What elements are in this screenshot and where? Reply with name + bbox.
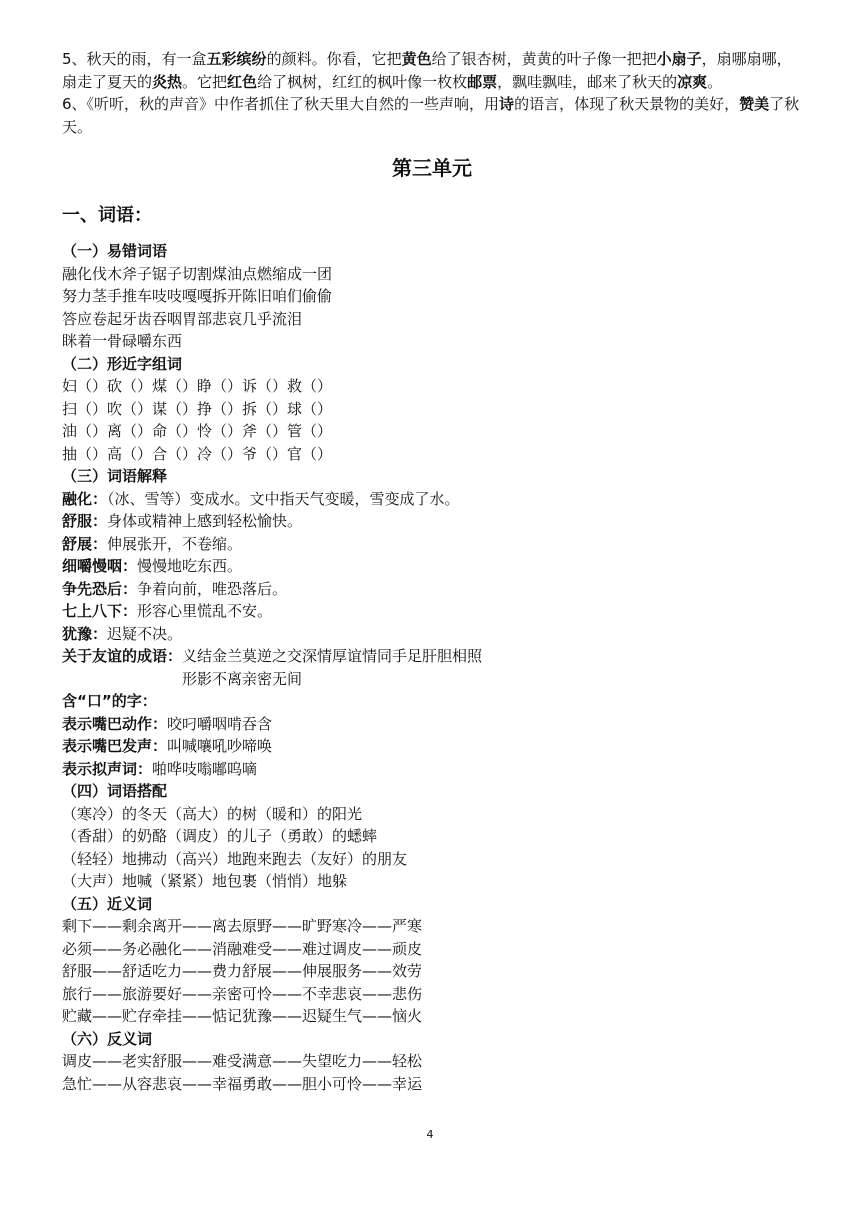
subsection-heading-error-prone: （一）易错词语 bbox=[62, 242, 168, 260]
definition-row: 舒展：伸展张开，不卷缩。 bbox=[62, 534, 243, 553]
list-item: 急忙——从容悲哀——幸福勇敢——胆小可怜——幸运 bbox=[62, 1074, 423, 1093]
section-heading-words: 一、词语： bbox=[62, 205, 152, 226]
list-item: 答应卷起牙齿吞咽胃部悲哀几乎流泪 bbox=[62, 309, 303, 328]
definition-row: 表示嘴巴发声：叫喊嚷吼吵啼唤 bbox=[62, 737, 273, 755]
definition-row: 融化：（冰、雪等）变成水。文中指天气变暖，雪变成了水。 bbox=[62, 489, 460, 508]
definition-row: 争先恐后：争着向前，唯恐落后。 bbox=[62, 579, 288, 598]
list-item: （轻轻）地拂动（高兴）地跑来跑去（友好）的朋友 bbox=[62, 849, 408, 868]
list-item: 剩下——剩余离开——离去原野——旷野寒冷——严寒 bbox=[62, 917, 423, 935]
subsection-heading-definitions: （三）词语解释 bbox=[62, 467, 168, 485]
list-item: 调皮——老实舒服——难受满意——失望吃力——轻松 bbox=[62, 1052, 423, 1070]
subsection-heading-similar-chars: （二）形近字组词 bbox=[62, 354, 183, 373]
friendship-idioms-line: 义结金兰莫逆之交深情厚谊情同手足肝胆相照 bbox=[182, 647, 483, 665]
list-item: 眯着一骨碌嚼东西 bbox=[62, 332, 183, 350]
kou-chars-label: 含“口”的字： bbox=[62, 692, 157, 710]
friendship-idioms-label: 关于友谊的成语： bbox=[62, 647, 183, 665]
list-item: 抽（）高（）合（）冷（）爷（）官（） bbox=[62, 444, 333, 463]
definition-row: 表示嘴巴动作：咬叼嚼咽啃吞含 bbox=[62, 714, 273, 733]
friendship-idioms bbox=[62, 645, 802, 690]
definition-row: 细嚼慢咽：慢慢地吃东西。 bbox=[62, 557, 243, 575]
paragraph-6: 6、《听听，秋的声音》中作者抓住了秋天里大自然的一些声响，用诗的语言，体现了秋天景物的美好，赞美了秋天。 bbox=[62, 95, 800, 136]
unit-title: 第三单元 bbox=[392, 156, 472, 180]
subsection-heading-antonyms: （六）反义词 bbox=[62, 1029, 153, 1048]
list-item: 妇（）砍（）煤（）睁（）诉（）救（） bbox=[62, 377, 333, 395]
friendship-idioms-line: 形影不离亲密无间 bbox=[182, 669, 303, 688]
list-item: 贮藏——贮存牵挂——惦记犹豫——迟疑生气——恼火 bbox=[62, 1007, 423, 1025]
subsection-heading-synonyms: （五）近义词 bbox=[62, 894, 153, 913]
list-item: 扫（）吹（）谋（）挣（）拆（）球（） bbox=[62, 399, 333, 418]
list-item: 旅行——旅游要好——亲密可怜——不幸悲哀——悲伤 bbox=[62, 984, 423, 1003]
list-item: 努力茎手推车吱吱嘎嘎拆开陈旧咱们偷偷 bbox=[62, 287, 333, 305]
list-item: （寒冷）的冬天（高大）的树（暖和）的阳光 bbox=[62, 804, 363, 823]
page-number: 4 bbox=[426, 1128, 434, 1141]
list-item: 必须——务必融化——消融难受——难过调皮——顽皮 bbox=[62, 939, 423, 958]
definition-row: 七上八下：形容心里慌乱不安。 bbox=[62, 602, 273, 620]
definition-row: 表示拟声词：啪哗吱嗡嘟呜嘀 bbox=[62, 759, 258, 778]
document-page bbox=[62, 48, 802, 1095]
list-item: 舒服——舒适吃力——费力舒展——伸展服务——效劳 bbox=[62, 962, 423, 980]
definition-row: 犹豫：迟疑不决。 bbox=[62, 624, 183, 643]
list-item: 融化伐木斧子锯子切割煤油点燃缩成一团 bbox=[62, 264, 333, 283]
paragraph-5: 5、秋天的雨，有一盒五彩缤纷的颜料。你看，它把黄色给了银杏树，黄黄的叶子像一把把小扇子，扇哪扇哪，扇走了夏天的炎热。它把红色给了枫树，红红的枫叶像一枚枚邮票，飘哇飘哇，邮来了秋天的凉爽。 bbox=[62, 50, 792, 91]
list-item: （大声）地喊（紧紧）地包裹（悄悄）地躲 bbox=[62, 872, 348, 890]
subsection-heading-collocations: （四）词语搭配 bbox=[62, 782, 168, 800]
list-item: （香甜）的奶酪（调皮）的儿子（勇敢）的蟋蟀 bbox=[62, 827, 378, 845]
definition-row: 舒服：身体或精神上感到轻松愉快。 bbox=[62, 512, 303, 530]
list-item: 油（）离（）命（）怜（）斧（）管（） bbox=[62, 422, 333, 440]
